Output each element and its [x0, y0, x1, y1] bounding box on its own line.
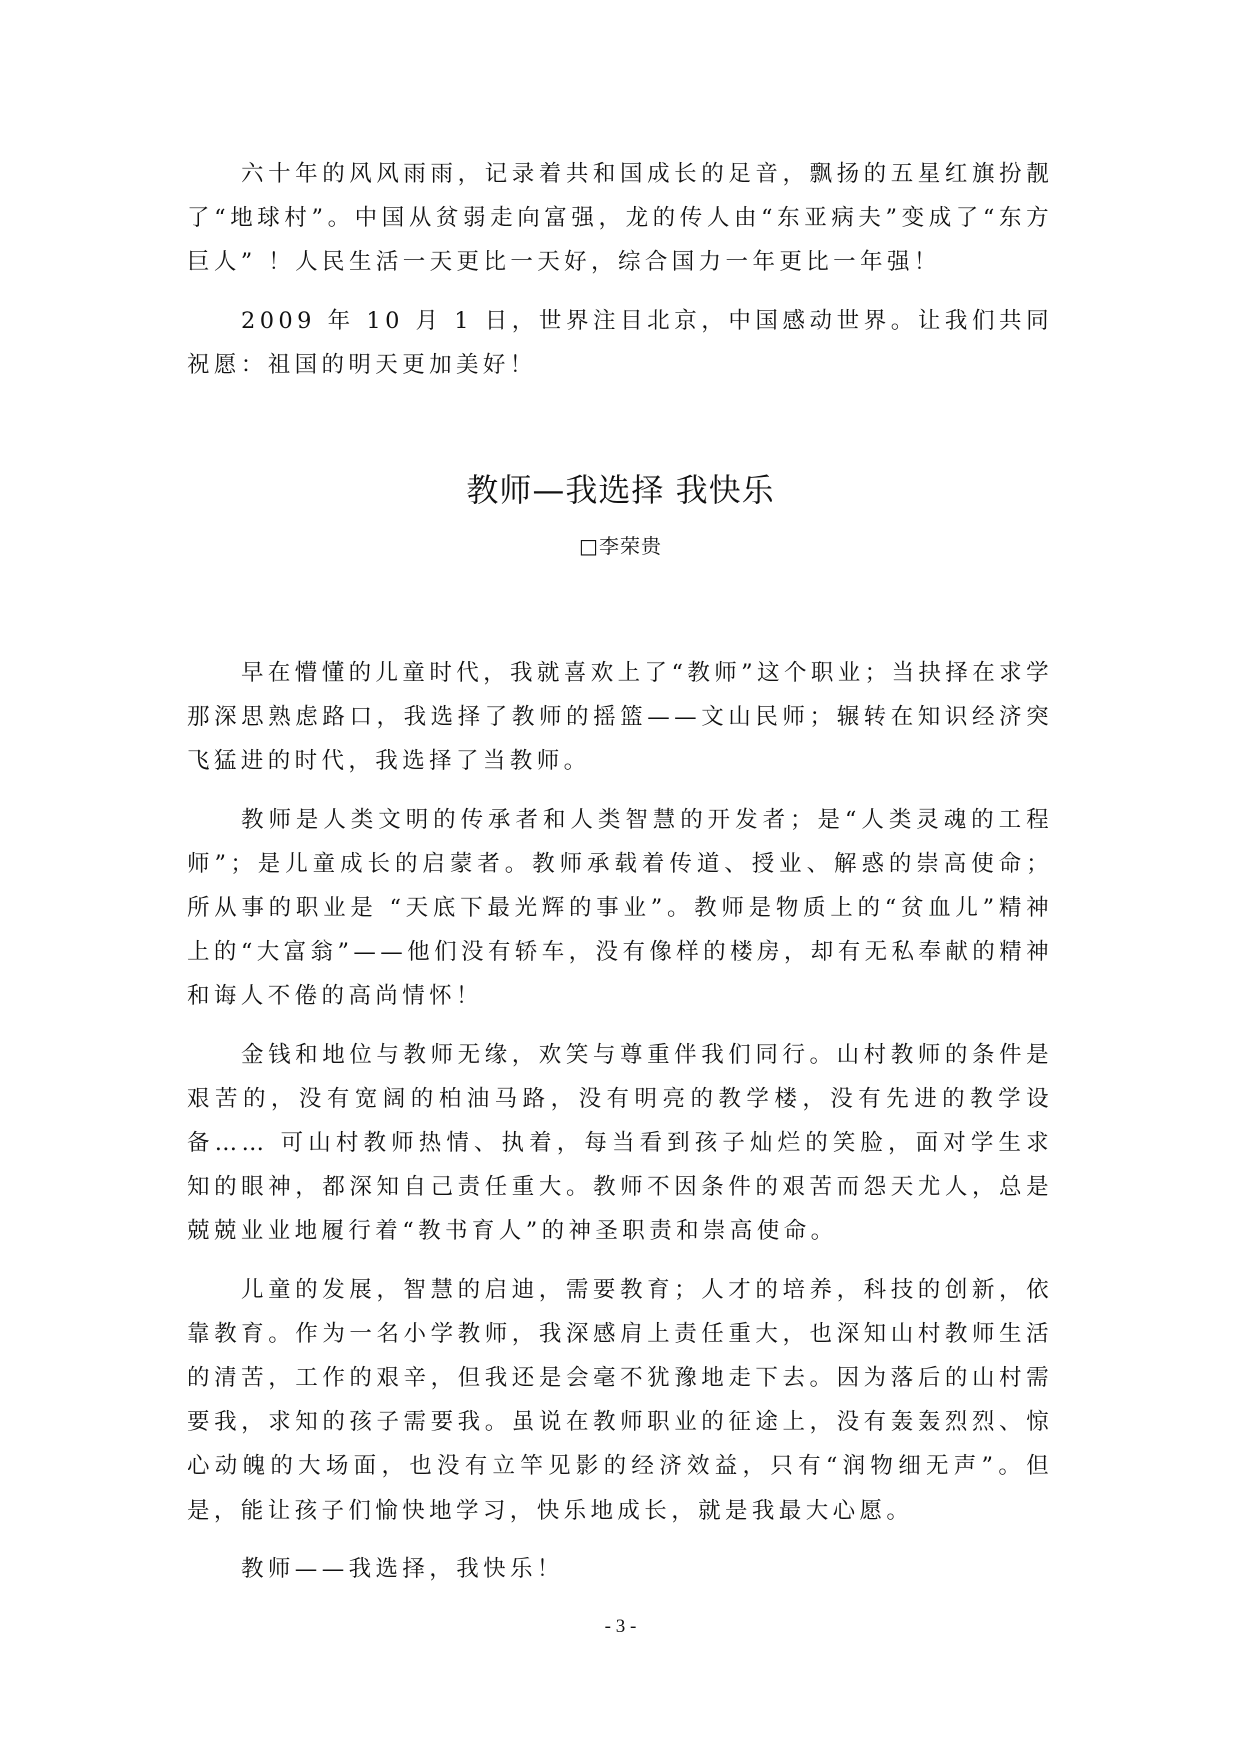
page-number: - 3 -: [604, 1616, 637, 1637]
article-body: [187, 651, 1053, 1591]
paragraph: 六十年的风风雨雨，记录着共和国成长的足音，飘扬的五星红旗扮靓了“地球村”。中国从贫弱走向富强，龙的传人由“东亚病夫”变成了“东方巨人” ！人民生活一天更比一天好，综合国力一年更比一年强！: [187, 161, 1053, 276]
article-author: □李荣贵: [579, 534, 662, 558]
paragraph: 教师——我选择，我快乐！: [241, 1555, 564, 1582]
paragraph: 金钱和地位与教师无缘，欢笑与尊重伴我们同行。山村教师的条件是艰苦的，没有宽阔的柏油马路，没有明亮的教学楼，没有先进的教学设备…… 可山村教师热情、执着，每当看到孩子灿烂的笑脸，面对学生求知的眼神，都深知自己责任重大。教师不因条件的艰苦而怨天尤人，总是兢兢业业地履行着“教书育人”的神圣职责和崇高使命。: [187, 1041, 1053, 1245]
paragraph: 儿童的发展，智慧的启迪，需要教育；人才的培养，科技的创新，依靠教育。作为一名小学教师，我深感肩上责任重大，也深知山村教师生活的清苦，工作的艰辛，但我还是会毫不犹豫地走下去。因为落后的山村需要我，求知的孩子需要我。虽说在教师职业的征途上，没有轰轰烈烈、惊心动魄的大场面，也没有立竿见影的经济效益，只有“润物细无声”。但是，能让孩子们愉快地学习，快乐地成长，就是我最大心愿。: [187, 1276, 1053, 1524]
article-title: 教师—我选择 我快乐: [466, 471, 775, 509]
paragraph: 2009 年 10 月 1 日，世界注目北京，中国感动世界。让我们共同祝愿：祖国的明天更加美好！: [187, 307, 1053, 378]
section-previous-article: [187, 152, 1053, 387]
paragraph: 教师是人类文明的传承者和人类智慧的开发者；是“人类灵魂的工程师”；是儿童成长的启蒙者。教师承载着传道、授业、解惑的崇高使命；所从事的职业是 “天底下最光辉的事业”。教师是物质上的“贫血儿”精神上的“大富翁”——他们没有轿车，没有像样的楼房，却有无私奉献的精神和诲人不倦的高尚情怀！: [187, 806, 1053, 1010]
paragraph: 早在懵懂的儿童时代，我就喜欢上了“教师”这个职业；当抉择在求学那深思熟虑路口，我选择了教师的摇篮——文山民师；辗转在知识经济突飞猛进的时代，我选择了当教师。: [187, 660, 1053, 775]
